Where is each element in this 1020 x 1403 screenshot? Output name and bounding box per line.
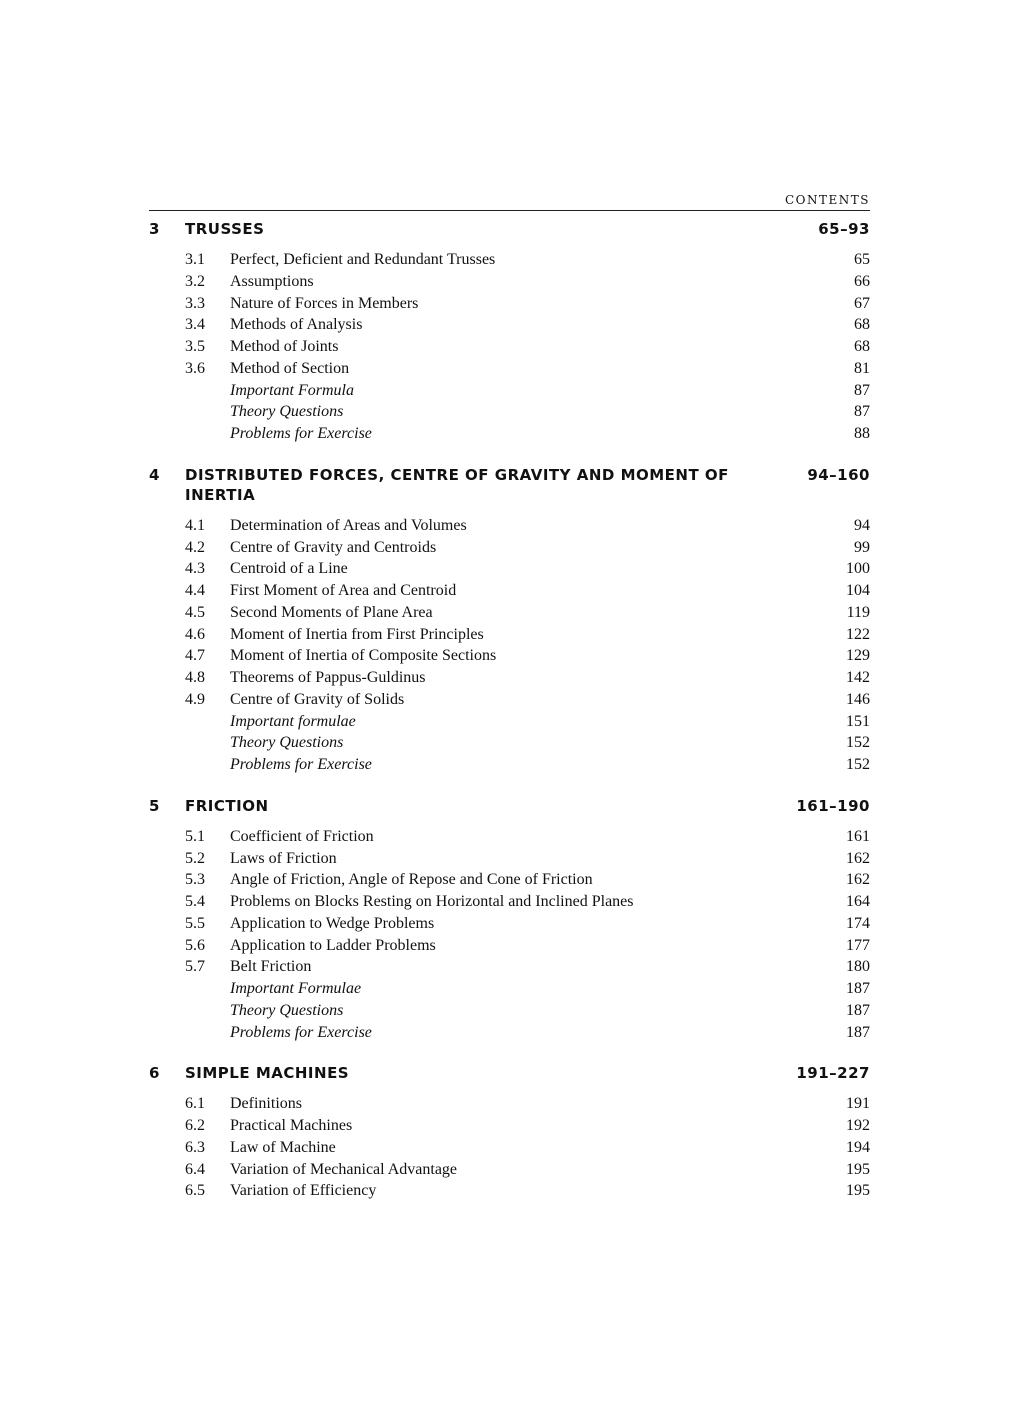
chapter-section [149,217,870,445]
chapter-heading[interactable] [149,463,870,507]
toc-entry[interactable] [149,336,870,358]
toc-entry[interactable] [149,423,870,445]
entry-page-number: 87 [854,381,870,399]
entry-number: 4.2 [185,538,205,556]
chapter-list [149,217,870,1202]
toc-entry[interactable] [149,558,870,580]
entry-title: Problems for Exercise [230,1023,372,1041]
entry-title: Theorems of Pappus-Guldinus [230,669,426,686]
entry-page-number: 151 [846,712,870,730]
entry-page-number: 174 [846,914,870,932]
toc-entry[interactable] [149,537,870,559]
chapter-number: 4 [149,465,160,484]
entry-number: 4.9 [185,690,205,708]
entry-number: 6.3 [185,1138,205,1156]
entry-page-number: 67 [854,294,870,312]
entry-title: Variation of Efficiency [230,1182,377,1200]
entry-number: 5.4 [185,893,205,910]
entry-list [149,1093,870,1202]
chapter-section [149,794,870,1044]
toc-entry[interactable] [149,401,870,423]
contents-page [149,192,870,1202]
toc-entry[interactable] [149,602,870,624]
entry-list [149,249,870,445]
toc-entry[interactable] [149,956,870,978]
chapter-number: 6 [149,1064,160,1083]
entry-page-number: 65 [854,251,870,268]
entry-number: 3.6 [185,359,205,377]
entry-page-number: 99 [854,538,870,556]
toc-entry[interactable] [149,667,870,689]
entry-title: Important Formulae [230,980,362,997]
toc-entry[interactable] [149,624,870,646]
toc-entry[interactable] [149,913,870,935]
toc-entry[interactable] [149,732,870,754]
entry-title: Application to Wedge Problems [230,914,435,932]
entry-page-number: 122 [846,625,870,643]
entry-title: Moment of Inertia from First Principles [230,625,484,643]
entry-title: Laws of Friction [230,849,337,867]
chapter-section [149,463,870,776]
entry-page-number: 104 [846,582,870,599]
entry-list [149,515,870,776]
entry-page-number: 142 [846,669,870,686]
entry-title: Centre of Gravity and Centroids [230,538,437,556]
entry-page-number: 191 [846,1095,870,1113]
running-head: CONTENTS [149,192,870,211]
entry-title: Centroid of a Line [230,560,348,578]
toc-entry[interactable] [149,826,870,848]
entry-page-number: 195 [846,1160,870,1178]
entry-page-number: 177 [846,936,870,954]
entry-title: Belt Friction [230,958,312,976]
entry-title: Definitions [230,1095,302,1113]
chapter-section [149,1061,870,1202]
entry-page-number: 195 [846,1182,870,1200]
chapter-page-range: 191–227 [796,1064,870,1083]
chapter-page-range: 94–160 [807,465,870,484]
entry-number: 6.4 [185,1160,205,1178]
entry-title: Moment of Inertia of Composite Sections [230,647,497,665]
chapter-title: SIMPLE MACHINES [185,1064,350,1083]
entry-page-number: 187 [846,1001,870,1019]
entry-number: 6.1 [185,1095,205,1113]
entry-title: Determination of Areas and Volumes [230,516,467,534]
chapter-title: DISTRIBUTED FORCES, CENTRE OF GRAVITY AND MOMENT OF INERTIA [185,465,729,504]
entry-page-number: 66 [854,272,870,290]
entry-title: Angle of Friction, Angle of Repose and Cone of Friction [230,871,593,889]
chapter-number: 5 [149,796,160,815]
entry-title: Assumptions [230,272,314,290]
entry-page-number: 164 [846,893,870,910]
entry-page-number: 152 [846,734,870,752]
entry-page-number: 146 [846,690,870,708]
entry-page-number: 192 [846,1117,870,1134]
entry-number: 5.5 [185,914,205,932]
entry-page-number: 161 [846,827,870,845]
entry-title: Problems for Exercise [230,756,372,773]
toc-entry[interactable] [149,689,870,711]
entry-title: First Moment of Area and Centroid [230,582,457,599]
entry-number: 4.3 [185,560,205,578]
entry-number: 4.4 [185,582,205,599]
entry-number: 5.7 [185,958,205,976]
entry-title: Important formulae [230,712,356,730]
entry-title: Nature of Forces in Members [230,294,419,312]
chapter-number: 3 [149,220,160,238]
entry-number: 3.2 [185,272,205,290]
toc-entry[interactable] [149,848,870,870]
entry-number: 5.2 [185,849,205,867]
chapter-page-range: 161–190 [796,796,870,815]
toc-entry[interactable] [149,271,870,293]
toc-entry[interactable] [149,380,870,402]
toc-entry[interactable] [149,515,870,537]
chapter-title: TRUSSES [185,220,265,238]
entry-title: Methods of Analysis [230,316,363,334]
entry-number: 4.8 [185,669,205,686]
entry-number: 4.7 [185,647,205,665]
entry-page-number: 194 [846,1138,870,1156]
entry-number: 3.4 [185,316,205,334]
toc-entry[interactable] [149,1137,870,1159]
toc-entry[interactable] [149,249,870,271]
toc-entry[interactable] [149,891,870,913]
toc-entry[interactable] [149,1022,870,1044]
entry-title: Coefficient of Friction [230,827,374,845]
chapter-heading[interactable] [149,1061,870,1085]
entry-page-number: 81 [854,359,870,377]
entry-title: Theory Questions [230,403,344,421]
entry-page-number: 180 [846,958,870,976]
chapter-title: FRICTION [185,796,269,815]
entry-page-number: 94 [854,516,870,534]
entry-number: 3.5 [185,338,205,355]
entry-title: Perfect, Deficient and Redundant Trusses [230,251,496,268]
entry-number: 5.1 [185,827,205,845]
entry-page-number: 162 [846,871,870,889]
entry-title: Method of Section [230,359,350,377]
toc-entry[interactable] [149,1093,870,1115]
entry-title: Important Formula [230,381,354,399]
entry-page-number: 68 [854,338,870,355]
entry-number: 6.5 [185,1182,205,1200]
chapter-heading[interactable] [149,794,870,818]
entry-page-number: 87 [854,403,870,421]
toc-entry[interactable] [149,935,870,957]
entry-number: 4.1 [185,516,205,534]
toc-entry[interactable] [149,1000,870,1022]
entry-page-number: 152 [846,756,870,773]
entry-title: Theory Questions [230,734,344,752]
entry-page-number: 162 [846,849,870,867]
entry-number: 4.6 [185,625,205,643]
entry-number: 6.2 [185,1117,205,1134]
toc-entry[interactable] [149,754,870,776]
entry-number: 4.5 [185,603,205,621]
entry-page-number: 119 [846,603,870,621]
entry-number: 5.3 [185,871,205,889]
entry-page-number: 129 [846,647,870,665]
entry-page-number: 187 [846,980,870,997]
entry-title: Theory Questions [230,1001,344,1019]
entry-page-number: 187 [846,1023,870,1041]
entry-list [149,826,870,1044]
toc-entry[interactable] [149,580,870,602]
toc-entry[interactable] [149,358,870,380]
chapter-page-range: 65–93 [818,220,870,238]
toc-entry[interactable] [149,978,870,1000]
entry-title: Application to Ladder Problems [230,936,436,954]
entry-title: Law of Machine [230,1138,336,1156]
toc-entry[interactable] [149,314,870,336]
toc-entry[interactable] [149,1159,870,1181]
toc-entry[interactable] [149,645,870,667]
entry-title: Practical Machines [230,1117,353,1134]
entry-page-number: 100 [846,560,870,578]
toc-entry[interactable] [149,1180,870,1202]
entry-title: Problems for Exercise [230,425,372,442]
toc-entry[interactable] [149,869,870,891]
chapter-heading[interactable] [149,217,870,241]
entry-title: Centre of Gravity of Solids [230,690,405,708]
toc-entry[interactable] [149,711,870,733]
entry-number: 5.6 [185,936,205,954]
entry-title: Method of Joints [230,338,339,355]
entry-title: Variation of Mechanical Advantage [230,1160,458,1178]
toc-entry[interactable] [149,1115,870,1137]
entry-title: Second Moments of Plane Area [230,603,433,621]
entry-number: 3.3 [185,294,205,312]
entry-page-number: 68 [854,316,870,334]
entry-number: 3.1 [185,251,205,268]
entry-page-number: 88 [854,425,870,442]
entry-title: Problems on Blocks Resting on Horizontal and Inclined Planes [230,893,634,910]
toc-entry[interactable] [149,293,870,315]
